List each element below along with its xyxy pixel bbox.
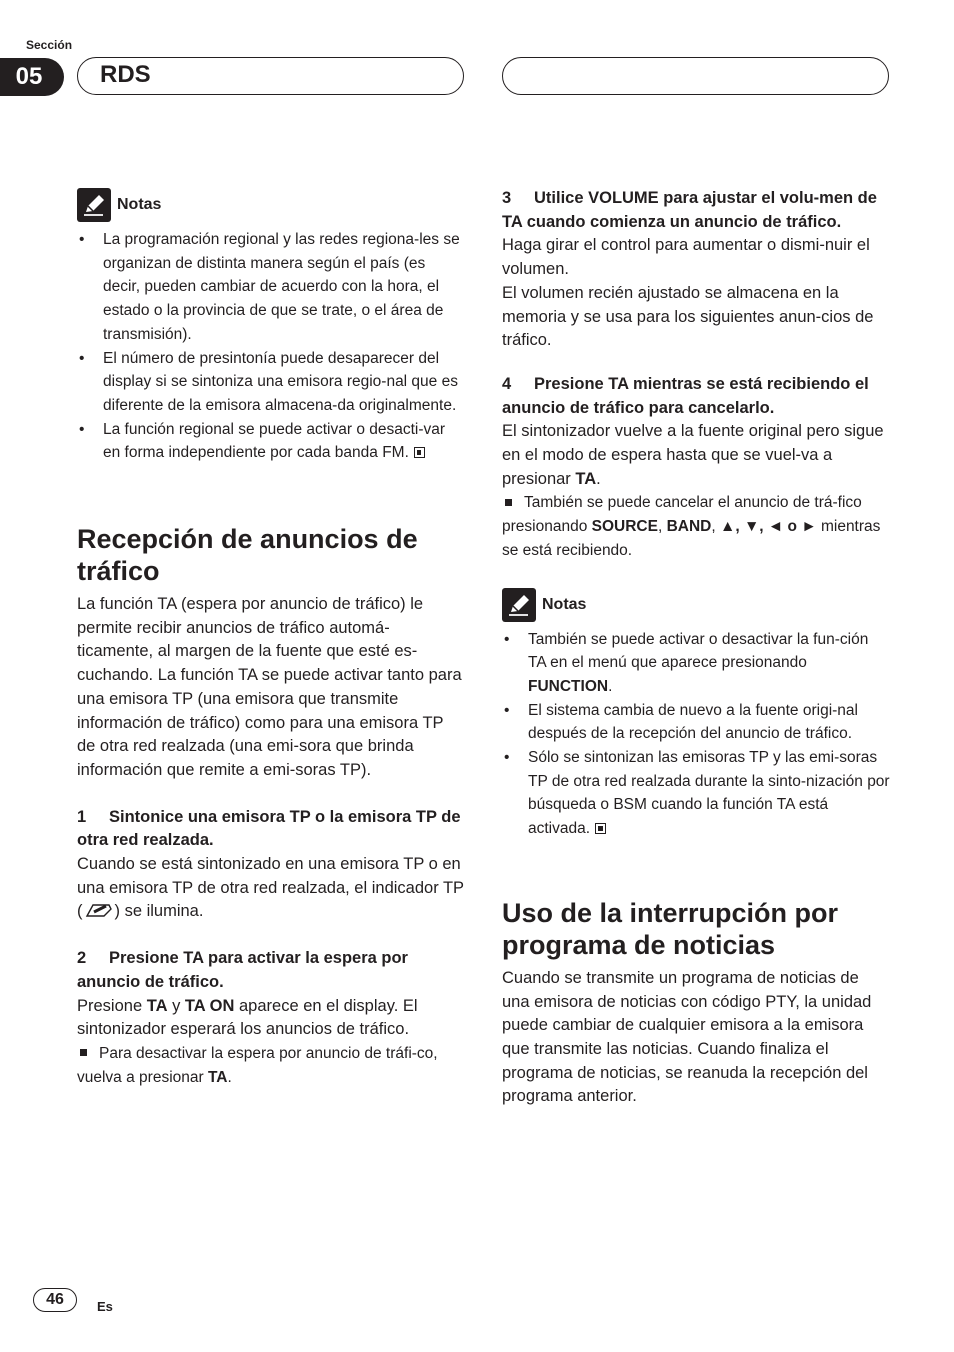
list-item: • El número de presintonía puede desaparecer del display si se sintoniza una emisora regio-nal que es diferente de la emisora almacena-da originalmente. (77, 347, 465, 418)
section-label: Sección (26, 38, 73, 52)
notes-title: Notas (117, 196, 162, 214)
notes-list (77, 228, 465, 465)
section-heading: Recepción de anuncios de tráfico (77, 524, 418, 587)
step-3-body-2: El volumen recién ajustado se almacena en la memoria y se usa para los siguientes anun-cios de tráfico. (502, 283, 874, 350)
step-1-title: 1 Sintonice una emisora TP o la emisora TP de otra red realzada. (77, 807, 461, 850)
step-4-body: El sintonizador vuelve a la fuente original pero sigue en el modo de espera hasta que se vuel-va a presionar TA. (502, 422, 884, 488)
list-item (502, 746, 890, 841)
step-2-body: Presione TA y TA ON aparece en el display. El sintonizador esperará los anuncios de tráfico. (77, 996, 418, 1039)
section-title-tab (77, 57, 464, 95)
section-number-badge: 05 (0, 58, 64, 96)
list-item-text: La función regional se puede activar o desacti-var en forma independiente por cada banda FM. (103, 420, 446, 462)
step-1-body: Cuando se está sintonizado en una emisora TP o en una emisora TP de otra red realzada, el indicador TP ( ) se ilumina. (77, 855, 464, 921)
list-item (77, 418, 465, 465)
list-item: • El sistema cambia de nuevo a la fuente origi-nal después de la recepción del anuncio de tráfico. (502, 699, 890, 746)
pencil-icon (77, 188, 111, 222)
page-number: 46 (33, 1288, 77, 1312)
notes-header (502, 588, 890, 622)
notes-title: Notas (542, 595, 587, 613)
step-3-body-1: Haga girar el control para aumentar o dismi-nuir el volumen. (502, 236, 870, 279)
tp-indicator-icon (83, 901, 115, 919)
notes-header (77, 188, 465, 222)
list-item: • La programación regional y las redes regiona-les se organizan de distinta manera según el país (es decir, pueden cambiar de acuerdo con la hora, el estado o la provincia de que se trate, o el área de transmisión). (77, 228, 465, 347)
list-item: • También se puede activar o desactivar la fun-ción TA en el menú que aparece presionando FUNCTION. (502, 628, 890, 699)
news-paragraph: Cuando se transmite un programa de noticias de una emisora de noticias con código PTY, la unidad puede cambiar de cualquier emisora a la emisora que transmite las noticias. Cuando finaliza el programa de noticias, se reanuda la recepción del programa anterior. (502, 968, 872, 1106)
intro-paragraph: La función TA (espera por anuncio de tráfico) le permite recibir anuncios de tráfico automá-ticamente, al margen de la fuente que esté es-cuchando. La función TA se puede activar tanto para una emisora TP (una emisora que transmite información de tráfico) como para una emisora TP de otra red realzada (una emi-sora que brinda información que remite a emi-soras TP). (77, 595, 462, 779)
section-title-tab-empty (502, 57, 889, 95)
notes-list (502, 628, 890, 841)
left-column (77, 188, 465, 1089)
step-4-note: También se puede cancelar el anuncio de trá-fico presionando SOURCE, BAND, ▲, ▼, ◄ o ► mientras se está recibiendo. (502, 494, 881, 559)
step-2-title: 2 Presione TA para activar la espera por anuncio de tráfico. (77, 949, 408, 991)
right-column (502, 187, 890, 1109)
step-3-title: 3 Utilice VOLUME para ajustar el volu-men de TA cuando comienza un anuncio de tráfico. (502, 189, 877, 231)
square-bullet-icon (80, 1049, 87, 1056)
end-mark-icon (595, 823, 606, 834)
step-4-title: 4 Presione TA mientras se está recibiendo el anuncio de tráfico para cancelarlo. (502, 374, 869, 417)
pencil-icon (502, 588, 536, 622)
end-mark-icon (414, 447, 425, 458)
section-heading: Uso de la interrupción por programa de noticias (502, 897, 839, 960)
section-title: RDS (100, 61, 151, 88)
square-bullet-icon (505, 499, 512, 506)
language-code: Es (97, 1299, 113, 1314)
step-2-note: Para desactivar la espera por anuncio de tráfi-co, vuelva a presionar TA. (77, 1044, 438, 1086)
list-item-text: Sólo se sintonizan las emisoras TP y las emi-soras TP de otra red realzada durante la sinto-nización por búsqueda o BSM cuando la función TA está activada. (528, 749, 890, 838)
